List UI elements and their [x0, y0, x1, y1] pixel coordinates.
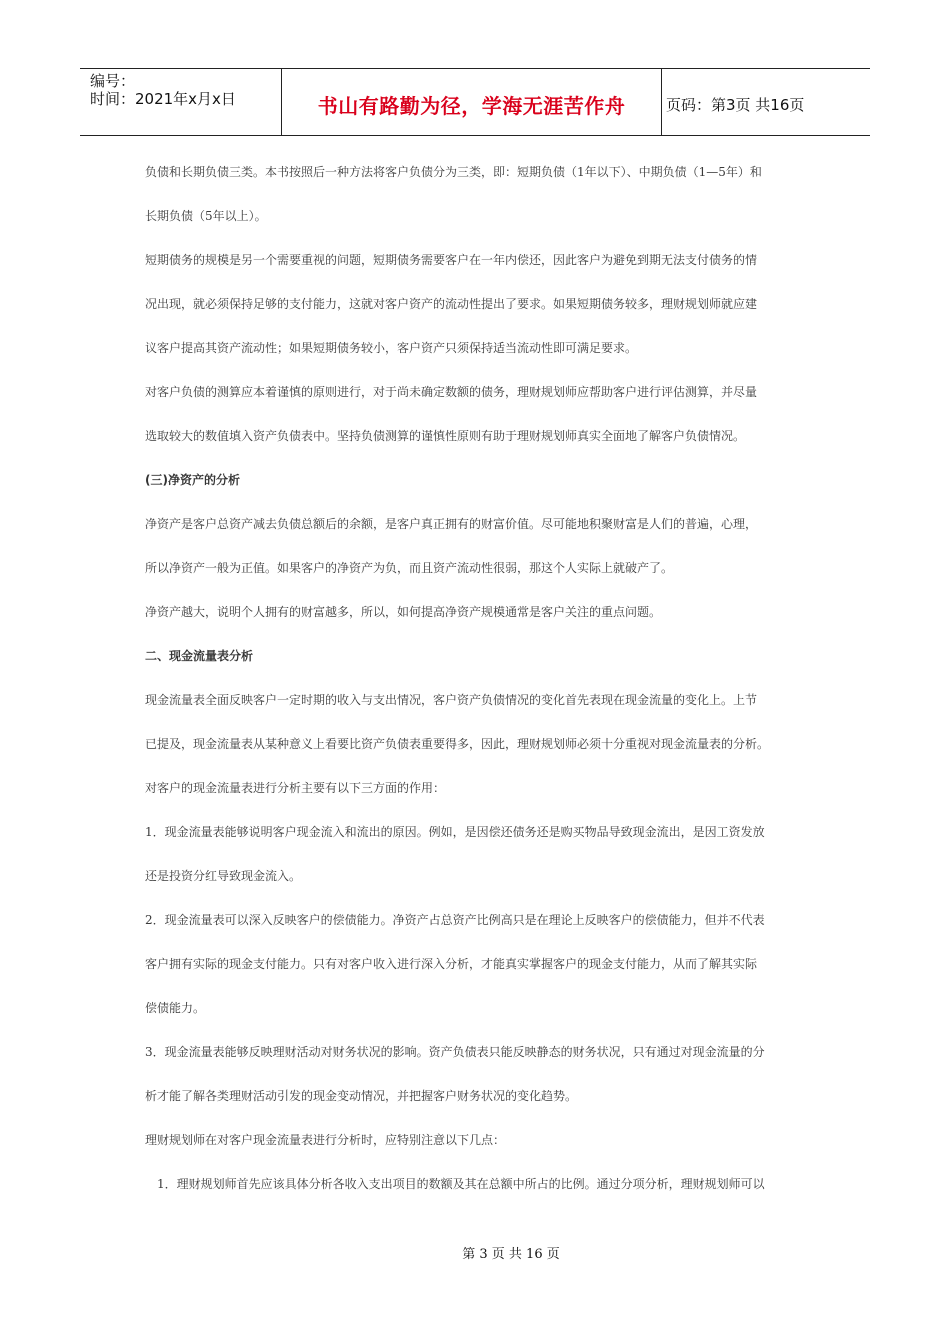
body-line: 理财规划师在对客户现金流量表进行分析时，应特别注意以下几点：: [145, 1133, 506, 1147]
section-heading: (三)净资产的分析: [145, 473, 240, 487]
list-item: 3．现金流量表能够反映理财活动对财务状况的影响。资产负债表只能反映静态的财务状况，只有通过对现金流量的分: [145, 1045, 765, 1059]
header-meta: [80, 69, 282, 135]
body-line: 已提及，现金流量表从某种意义上看要比资产负债表重要得多，因此，理财规划师必须十分重视对现金流量表的分析。: [145, 737, 770, 751]
page-header: [80, 68, 870, 136]
body-line: 短期债务的规模是另一个需要重视的问题，短期债务需要客户在一年内偿还，因此客户为避免到期无法支付债务的情: [145, 253, 758, 267]
body-line: 析才能了解各类理财活动引发的现金变动情况，并把握客户财务状况的变化趋势。: [145, 1089, 578, 1103]
body-line: 对客户负债的测算应本着谨慎的原则进行，对于尚未确定数额的债务，理财规划师应帮助客户进行评估测算，并尽量: [145, 385, 758, 399]
body-line: 所以净资产一般为正值。如果客户的净资产为负，而且资产流动性很弱，那这个人实际上就破产了。: [145, 561, 674, 575]
document-number-label: 编号：: [90, 72, 136, 90]
body-line: 净资产是客户总资产减去负债总额后的余额，是客户真正拥有的财富价值。尽可能地积聚财富是人们的普遍，心理，: [145, 517, 758, 531]
body-line: 对客户的现金流量表进行分析主要有以下三方面的作用：: [145, 781, 446, 795]
footer-page-number: 第 3 页 共 16 页: [462, 1247, 560, 1262]
body-line: 偿债能力。: [145, 1001, 206, 1015]
page-footer: [0, 1243, 950, 1262]
body-line: 客户拥有实际的现金支付能力。只有对客户收入进行深入分析，才能真实掌握客户的现金支付能力，从而了解其实际: [145, 957, 758, 971]
body-line: 净资产越大，说明个人拥有的财富越多，所以，如何提高净资产规模通常是客户关注的重点问题。: [145, 605, 662, 619]
body-line: 议客户提高其资产流动性；如果短期债务较小，客户资产只须保持适当流动性即可满足要求。: [145, 341, 638, 355]
body-line: 还是投资分红导致现金流入。: [145, 869, 302, 883]
document-date: 时间：2021年x月x日: [90, 90, 236, 108]
header-page-info: [662, 69, 870, 135]
body-line: 选取较大的数值填入资产负债表中。坚持负债测算的谨慎性原则有助于理财规划师真实全面地了解客户负债情况。: [145, 429, 746, 443]
page-info-text: 页码：第3页 共16页: [666, 95, 805, 114]
list-item: 1．理财规划师首先应该具体分析各收入支出项目的数额及其在总额中所占的比例。通过分项分析，理财规划师可以: [157, 1177, 765, 1191]
document-body: [145, 150, 810, 1206]
body-line: 长期负债（5年以上）。: [145, 209, 267, 223]
list-item: 2．现金流量表可以深入反映客户的偿债能力。净资产占总资产比例高只是在理论上反映客户的偿债能力，但并不代表: [145, 913, 765, 927]
body-line: 负债和长期负债三类。本书按照后一种方法将客户负债分为三类，即：短期负债（1年以下）、中期负债（1—5年）和: [145, 165, 762, 179]
header-motto: [282, 69, 662, 135]
list-item: 1．现金流量表能够说明客户现金流入和流出的原因。例如，是因偿还债务还是购买物品导致现金流出，是因工资发放: [145, 825, 765, 839]
motto-text: 书山有路勤为径，学海无涯苦作舟: [317, 93, 626, 118]
section-heading: 二、现金流量表分析: [145, 649, 254, 663]
body-line: 现金流量表全面反映客户一定时期的收入与支出情况，客户资产负债情况的变化首先表现在现金流量的变化上。上节: [145, 693, 758, 707]
body-line: 况出现，就必须保持足够的支付能力，这就对客户资产的流动性提出了要求。如果短期债务较多，理财规划师就应建: [145, 297, 758, 311]
